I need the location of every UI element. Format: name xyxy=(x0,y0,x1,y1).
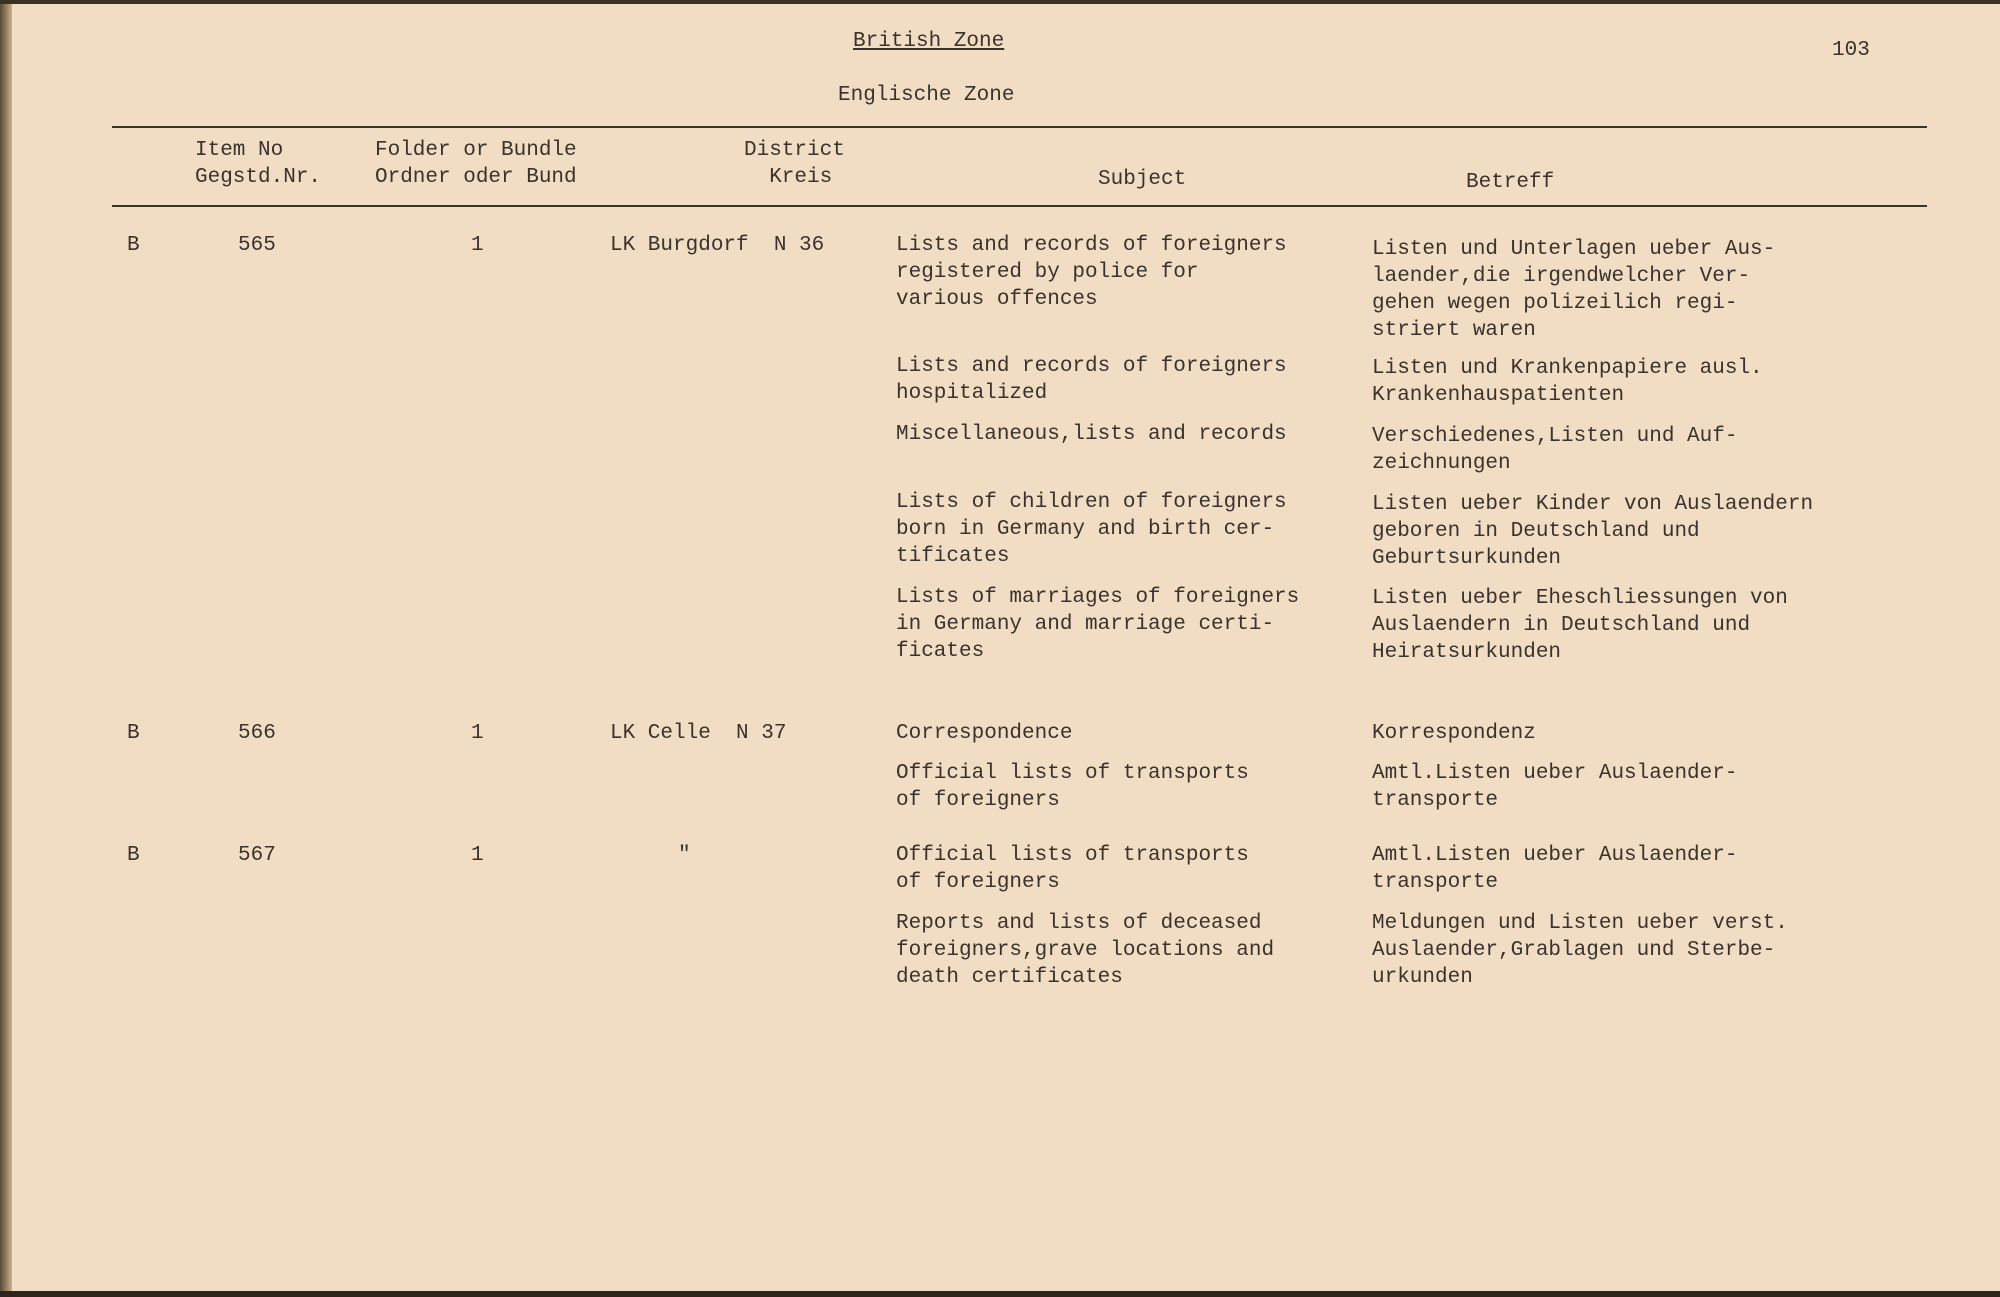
column-header-item-no: Item No Gegstd.Nr. xyxy=(195,139,322,189)
betreff: Listen ueber Kinder von Auslaendern geboren in Deutschland und Geburtsurkunden xyxy=(1372,493,1814,570)
page-binding-edge xyxy=(0,0,12,1297)
folder-number: 1 xyxy=(471,234,484,257)
subject: Lists and records of foreigners registered by police for various offences xyxy=(896,234,1287,311)
row-prefix: B xyxy=(127,234,140,257)
row-prefix: B xyxy=(127,844,140,867)
subject: Lists and records of foreigners hospitalized xyxy=(896,355,1287,405)
subject: Lists of marriages of foreigners in Germany and marriage certi- ficates xyxy=(896,586,1300,663)
betreff: Listen und Unterlagen ueber Aus- laender,die irgendwelcher Ver- gehen wegen polizeilich regi- striert waren xyxy=(1372,238,1776,342)
column-header-subject: Subject xyxy=(1098,168,1187,191)
betreff: Verschiedenes,Listen und Auf- zeichnungen xyxy=(1372,425,1738,475)
header-top-rule xyxy=(112,126,1927,128)
subject: Official lists of transports of foreigners xyxy=(896,762,1249,812)
page-subtitle: Englische Zone xyxy=(838,84,1015,107)
betreff: Listen und Krankenpapiere ausl. Krankenhauspatienten xyxy=(1372,357,1763,407)
item-number: 566 xyxy=(238,722,276,745)
page-number: 103 xyxy=(1832,39,1870,62)
column-header-folder: Folder or Bundle Ordner oder Bund xyxy=(375,139,577,189)
subject: Miscellaneous,lists and records xyxy=(896,423,1287,446)
folder-number: 1 xyxy=(471,722,484,745)
district: LK Celle N 37 xyxy=(610,722,787,745)
row-prefix: B xyxy=(127,722,140,745)
betreff: Amtl.Listen ueber Auslaender- transporte xyxy=(1372,762,1738,812)
subject: Official lists of transports of foreigners xyxy=(896,844,1249,894)
betreff: Meldungen und Listen ueber verst. Auslaender,Grablagen und Sterbe- urkunden xyxy=(1372,912,1788,989)
column-header-district: District Kreis xyxy=(744,139,845,189)
column-header-betreff: Betreff xyxy=(1466,171,1555,194)
page-title: British Zone xyxy=(853,30,1005,53)
betreff: Listen ueber Eheschliessungen von Auslaendern in Deutschland und Heiratsurkunden xyxy=(1372,587,1788,664)
district-ditto-mark: " xyxy=(678,844,691,867)
district: LK Burgdorf N 36 xyxy=(610,234,825,257)
page-bottom-edge xyxy=(0,1291,2000,1297)
betreff: Amtl.Listen ueber Auslaender- transporte xyxy=(1372,844,1738,894)
subject: Lists of children of foreigners born in Germany and birth cer- tificates xyxy=(896,491,1287,568)
betreff: Korrespondenz xyxy=(1372,722,1536,745)
folder-number: 1 xyxy=(471,844,484,867)
subject: Reports and lists of deceased foreigners,grave locations and death certificates xyxy=(896,912,1275,989)
subject: Correspondence xyxy=(896,722,1073,745)
header-bottom-rule xyxy=(112,205,1927,207)
item-number: 567 xyxy=(238,844,276,867)
item-number: 565 xyxy=(238,234,276,257)
page-top-edge xyxy=(0,0,2000,4)
